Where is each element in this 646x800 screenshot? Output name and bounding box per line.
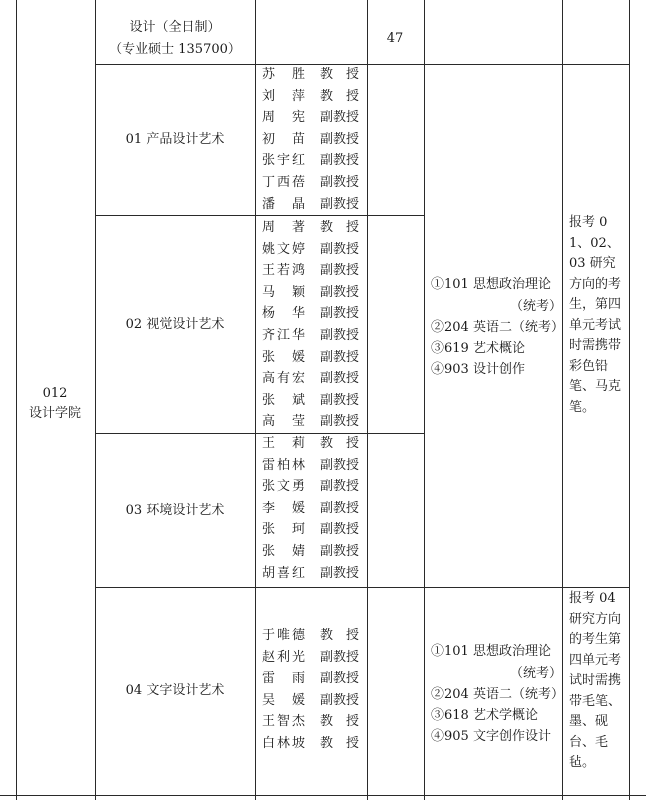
teacher-title: 教 授 <box>320 220 360 235</box>
teacher-title: 副教授 <box>320 306 360 322</box>
teacher-title: 副教授 <box>320 649 360 665</box>
teacher-title: 副教授 <box>320 392 360 408</box>
table-border-right <box>629 0 630 800</box>
teacher-title: 教 授 <box>320 714 360 730</box>
direction-name: 02 视觉设计艺术 <box>125 317 225 332</box>
exam-subject: ③619 艺术概论 <box>431 341 525 356</box>
teacher-name: 吴 媛 <box>262 692 308 708</box>
row-divider <box>95 587 629 588</box>
teacher-name: 初 苗 <box>262 131 308 147</box>
teacher-title: 教 授 <box>320 628 360 643</box>
program-name: 设计（全日制） <box>129 20 221 35</box>
teacher-name: 王 莉 <box>262 436 308 451</box>
teacher-row <box>262 390 359 412</box>
teacher-row <box>262 476 359 498</box>
teacher-row <box>262 411 359 433</box>
teacher-row <box>262 368 359 390</box>
teacher-title: 教 授 <box>320 736 360 751</box>
teacher-row <box>262 129 359 151</box>
teacher-row <box>262 498 359 520</box>
teacher-row <box>262 541 359 563</box>
teacher-name: 王智杰 <box>262 714 308 730</box>
teacher-title: 副教授 <box>320 284 360 300</box>
teacher-title: 副教授 <box>320 110 360 126</box>
teacher-name: 胡喜红 <box>262 565 308 581</box>
teacher-row <box>262 325 359 347</box>
teacher-title: 副教授 <box>320 131 360 147</box>
teacher-name: 周 宪 <box>262 110 308 126</box>
teacher-name: 姚文婷 <box>262 241 308 257</box>
teacher-name: 白林坡 <box>262 736 308 751</box>
teacher-row <box>262 647 359 669</box>
teacher-row <box>262 172 359 194</box>
teacher-name: 苏 胜 <box>262 67 308 82</box>
exam-note: 报考 01、02、03 研究方向的考生，第四单元考试时需携带彩色铅笔、马克笔。 <box>569 215 622 415</box>
teacher-name: 丁西蓓 <box>262 175 308 190</box>
teacher-row <box>262 150 359 172</box>
teacher-name: 张宇红 <box>262 153 308 169</box>
program-code: （专业硕士 135700） <box>109 42 241 57</box>
teacher-title: 教 授 <box>320 436 360 451</box>
teacher-title: 副教授 <box>320 692 360 708</box>
teacher-name: 张 斌 <box>262 392 308 408</box>
row-divider <box>0 795 646 796</box>
teacher-title: 教 授 <box>320 67 360 82</box>
teacher-title: 副教授 <box>320 565 360 581</box>
exam-note: 报考 04 研究方向的考生第四单元考试时需携带毛笔、墨、砚台、毛毡。 <box>569 591 622 770</box>
teacher-row <box>262 433 359 455</box>
teacher-name: 高有宏 <box>262 371 308 387</box>
teacher-title: 副教授 <box>320 328 360 343</box>
department-name: 设计学院 <box>28 406 82 421</box>
teacher-name: 王若鸿 <box>262 263 308 279</box>
teacher-title: 副教授 <box>320 241 360 257</box>
column-divider <box>424 0 425 800</box>
teacher-title: 副教授 <box>320 414 360 430</box>
teacher-name: 赵利光 <box>262 649 308 665</box>
exam-subject: ②204 英语二（统考） <box>431 320 564 335</box>
teacher-title: 副教授 <box>320 196 360 212</box>
exam-subject: （统考） <box>510 666 563 681</box>
teacher-name: 李 媛 <box>262 500 308 516</box>
teacher-row <box>262 239 359 261</box>
teacher-name: 于唯德 <box>262 628 308 643</box>
exam-subject: （统考） <box>510 299 563 314</box>
teacher-title: 副教授 <box>320 500 360 516</box>
teacher-row <box>262 690 359 712</box>
teacher-row <box>262 86 359 108</box>
exam-subject: ④905 文字创作设计 <box>431 729 551 744</box>
direction-name: 04 文字设计艺术 <box>125 683 225 698</box>
teacher-title: 副教授 <box>320 263 360 279</box>
exam-subject: ②204 英语二（统考） <box>431 687 564 702</box>
teacher-name: 杨 华 <box>262 306 308 322</box>
teacher-row <box>262 217 359 239</box>
exam-subject: ①101 思想政治理论 <box>431 277 551 292</box>
teacher-title: 副教授 <box>320 153 360 169</box>
row-divider <box>95 64 629 65</box>
teacher-row <box>262 668 359 690</box>
teacher-title: 副教授 <box>320 371 360 387</box>
teacher-name: 雷柏林 <box>262 457 308 473</box>
teacher-title: 副教授 <box>320 349 360 365</box>
department-code: 012 <box>42 386 68 401</box>
teacher-name: 张文勇 <box>262 479 308 495</box>
teacher-title: 副教授 <box>320 522 360 538</box>
teacher-row <box>262 733 359 755</box>
teacher-row <box>262 303 359 325</box>
direction-name: 01 产品设计艺术 <box>125 132 225 147</box>
teacher-name: 马 颖 <box>262 284 308 300</box>
teacher-title: 副教授 <box>320 671 360 687</box>
teacher-title: 教 授 <box>320 88 360 104</box>
teacher-title: 副教授 <box>320 175 360 190</box>
teacher-row <box>262 563 359 585</box>
teacher-name: 张 珂 <box>262 522 308 538</box>
enrollment-count: 47 <box>386 31 404 46</box>
teacher-name: 齐江华 <box>262 328 308 343</box>
column-divider <box>255 0 256 800</box>
teacher-row <box>262 282 359 304</box>
teacher-name: 潘 晶 <box>262 196 308 212</box>
teacher-title: 副教授 <box>320 544 360 559</box>
row-divider <box>95 433 424 434</box>
teacher-title: 副教授 <box>320 457 360 473</box>
teacher-row <box>262 625 359 647</box>
teacher-row <box>262 519 359 541</box>
teacher-name: 张 婧 <box>262 544 308 559</box>
column-divider <box>562 0 563 800</box>
exam-subject: ④903 设计创作 <box>431 362 525 377</box>
teacher-row <box>262 260 359 282</box>
row-divider <box>95 215 424 216</box>
teacher-name: 张 媛 <box>262 349 308 365</box>
teacher-title: 副教授 <box>320 479 360 495</box>
exam-subject: ①101 思想政治理论 <box>431 644 551 659</box>
teacher-name: 周 著 <box>262 220 308 235</box>
direction-name: 03 环境设计艺术 <box>125 503 225 518</box>
teacher-name: 雷 雨 <box>262 671 308 687</box>
table-border-left <box>16 0 17 800</box>
teacher-row <box>262 64 359 86</box>
teacher-name: 高 莹 <box>262 414 308 430</box>
teacher-row <box>262 455 359 477</box>
teacher-row <box>262 347 359 369</box>
teacher-name: 刘 萍 <box>262 88 308 104</box>
teacher-row <box>262 194 359 216</box>
exam-subject: ③618 艺术学概论 <box>431 708 538 723</box>
teacher-row <box>262 711 359 733</box>
column-divider <box>95 0 96 800</box>
column-divider <box>367 0 368 800</box>
teacher-row <box>262 107 359 129</box>
